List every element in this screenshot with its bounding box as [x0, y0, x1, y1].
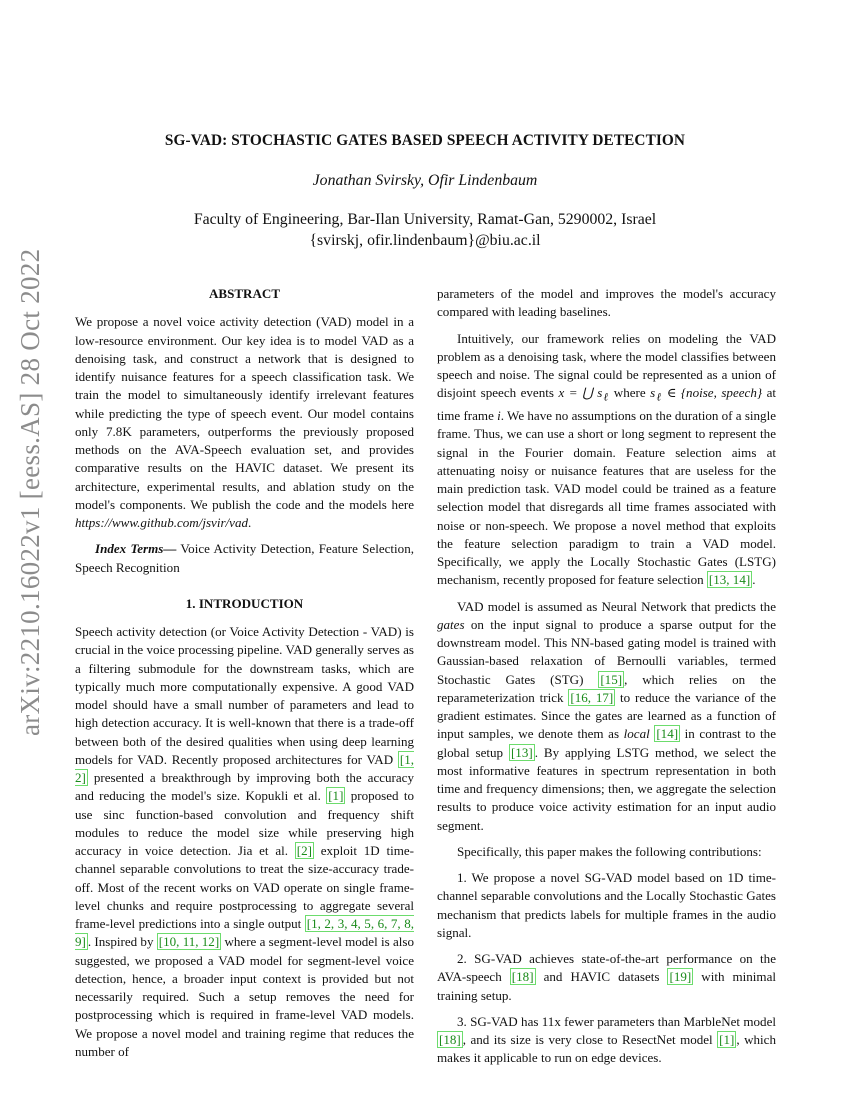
left-column [75, 285, 414, 1069]
introduction-heading: 1. INTRODUCTION [185, 595, 304, 611]
citation-link[interactable]: [1, 2, 3, 4, 5, 6, 7, 8, 9] [75, 916, 414, 950]
citation-link[interactable]: [15] [600, 671, 623, 687]
paper-authors: Jonathan Svirsky, Ofir Lindenbaum [312, 172, 538, 189]
intro-text: with minimal training setup. [437, 969, 776, 1003]
citation-link[interactable]: [18] [511, 969, 534, 985]
citation-link[interactable]: [13] [510, 744, 533, 760]
citation-link[interactable]: [1] [328, 788, 344, 804]
intro-text: . [752, 572, 756, 588]
intro-text: , and its size is very close to ResectNet model [462, 1032, 718, 1048]
intro-text: exploit 1D time-channel separable convolutions to treat the size-accuracy trade-off. Most of the recent works on VAD operate on single frame-level chunks and require postprocessing to aggregate several frame-level predictions into a single output [75, 843, 415, 931]
abstract-body [75, 313, 414, 532]
contribution-2 [437, 950, 776, 1005]
right-column [437, 285, 776, 1076]
intro-text: 3. SG-VAD has 11x fewer parameters than MarbleNet model [457, 1013, 776, 1029]
intro-text: where a segment-level model is also suggested, we proposed a VAD model for segment-level voice detection, hence, a broader input context is provided but not necessarily required. Such a setup removes the need for postprocessing which is required in frame-level VAD models. We propose a novel model and training regime that reduces the number of [75, 934, 414, 1059]
intro-paragraph-3 [437, 330, 776, 590]
intro-paragraph-1 [75, 623, 414, 1061]
abstract-text: We propose a novel voice activity detection (VAD) model in a low-resource environment. Our key idea is to model VAD as a denoising task, and construct a network that is designed to identify nuisance features for a speech classification task. We train the model to simultaneously identify irrelevant features while predicting the type of speech event. Our model contains only 7.8K parameters, outperforms the previously proposed methods on the AVA-Speech evaluation set, and provides comparative results on the HAVIC dataset. We present its architecture, experimental results, and ablation study on the model's components. We publish the code and the models here [75, 314, 414, 512]
intro-paragraph-2: parameters of the model and improves the model's accuracy compared with leading baselines. [437, 286, 776, 320]
index-terms-label: Index Terms— [95, 541, 177, 557]
intro-text: Speech activity detection (or Voice Activity Detection - VAD) is crucial in the voice processing pipeline. VAD generally serves as a filtering submodule for the downstream tasks, which are typically much more computationally expensive. A good VAD model should have a small number of parameters and lead to high detection accuracy. It is well-known that there is a trade-off between both of the desired qualities when using deep learning models for VAD. Recently proposed architectures for VAD [75, 624, 414, 767]
intro-text: at time frame [437, 385, 776, 424]
intro-text: where [609, 385, 651, 401]
citation-link[interactable]: [2] [296, 843, 312, 858]
affiliation: Faculty of Engineering, Bar-Ilan University, Ramat-Gan, 5290002, Israel [193, 211, 657, 228]
term-gates: gates [437, 616, 465, 632]
citation-link[interactable]: [19] [669, 969, 692, 985]
affiliation-block [75, 209, 775, 251]
math-in: ∈ [662, 385, 681, 401]
math-subscript: ℓ [655, 391, 663, 404]
intro-paragraph-4 [437, 598, 776, 835]
math-i: i [497, 408, 501, 424]
paper-title: SG-VAD: STOCHASTIC GATES BASED SPEECH ACTIVITY DETECTION [164, 132, 686, 149]
citation-link[interactable]: [10, 11, 12] [158, 934, 220, 950]
contributions-intro: Specifically, this paper makes the following contributions: [457, 843, 762, 859]
contribution-1: 1. We propose a novel SG-VAD model based on 1D time-channel separable convolutions and the Locally Stochastic Gates mechanism that predicts labels for multiple frames in the audio signal. [437, 870, 776, 940]
index-terms [75, 540, 414, 577]
code-url[interactable]: https://www.github.com/jsvir/vad [75, 515, 248, 530]
citation-link[interactable]: [13, 14] [708, 572, 751, 588]
citation-link[interactable]: [1] [719, 1032, 735, 1048]
intro-text: proposed to use sinc function-based convolution and frequency shift modules to reduce the model size while preserving high accuracy in voice detection. Jia et al. [75, 788, 414, 858]
intro-text: on the input signal to produce a sparse output for the downstream model. This NN-based gating model is trained with Gaussian-based relaxation of Bernoulli variables, termed Stochastic Gates (STG) [437, 616, 776, 687]
intro-text: presented a breakthrough by improving both the accuracy and reducing the model's size. Kopukli et al. [75, 770, 414, 804]
intro-text: , which makes it applicable to run on edge devices. [437, 1032, 776, 1066]
intro-text: 2. SG-VAD achieves state-of-the-art performance on the AVA-speech [437, 951, 776, 985]
math-subscript: ℓ [602, 391, 610, 404]
intro-text: , which relies on the reparameterization trick [437, 671, 776, 705]
author-emails: {svirskj, ofir.lindenbaum}@biu.ac.il [309, 232, 541, 249]
intro-text: . Inspired by [87, 934, 157, 950]
intro-text: Intuitively, our framework relies on modeling the VAD problem as a denoising task, where the model classifies between speech and noise. The signal could be represented as a union of disjoint speech events [437, 330, 776, 401]
intro-text: to reduce the variance of the gradient estimates. Since the gates are learned as a function of input samples, we denote them as [437, 689, 776, 742]
citation-link[interactable]: [14] [656, 726, 679, 742]
intro-text: and HAVIC datasets [535, 969, 668, 985]
intro-text: . We have no assumptions on the duration of a single frame. Thus, we can use a short or long segment to represent the signal in the Fourier domain. Feature selection aims at attenuating noisy or nuisance features that are useless for the main prediction task. VAD model could be trained as a feature selection model that disregards all time frames associated with noise or non-speech. We propose a novel method that exploits the feature selection paradigm to train a VAD model. Specifically, we apply the Locally Stochastic Gates (LSTG) mechanism, recently proposed for feature selection [437, 408, 776, 588]
arxiv-sidebar [12, 248, 52, 736]
contribution-3 [437, 1013, 776, 1068]
math-s: s [650, 385, 656, 401]
arxiv-identifier[interactable]: arXiv:2210.16022v1 [eess.AS] 28 Oct 2022 [15, 248, 45, 736]
intro-text: in contrast to the global setup [437, 726, 776, 760]
index-terms-text: Voice Activity Detection, Feature Selection, Speech Recognition [75, 541, 414, 575]
intro-text: . By applying LSTG method, we select the most informative features in spectrum representation in both time and frequency dimensions; then, we aggregate the selection results to produce voice activity estimation for an input audio segment. [437, 744, 776, 833]
citation-link[interactable]: [18] [439, 1032, 461, 1048]
citation-link[interactable]: [1, 2] [75, 751, 414, 785]
math-set: {noise, speech} [680, 385, 763, 401]
abstract-end: . [248, 515, 252, 530]
math-union: x = ⋃ s [558, 385, 603, 401]
term-local: local [623, 726, 650, 742]
abstract-heading: ABSTRACT [208, 286, 281, 301]
intro-text: VAD model is assumed as Neural Network that predicts the [457, 598, 776, 614]
citation-link[interactable]: [16, 17] [570, 689, 614, 705]
